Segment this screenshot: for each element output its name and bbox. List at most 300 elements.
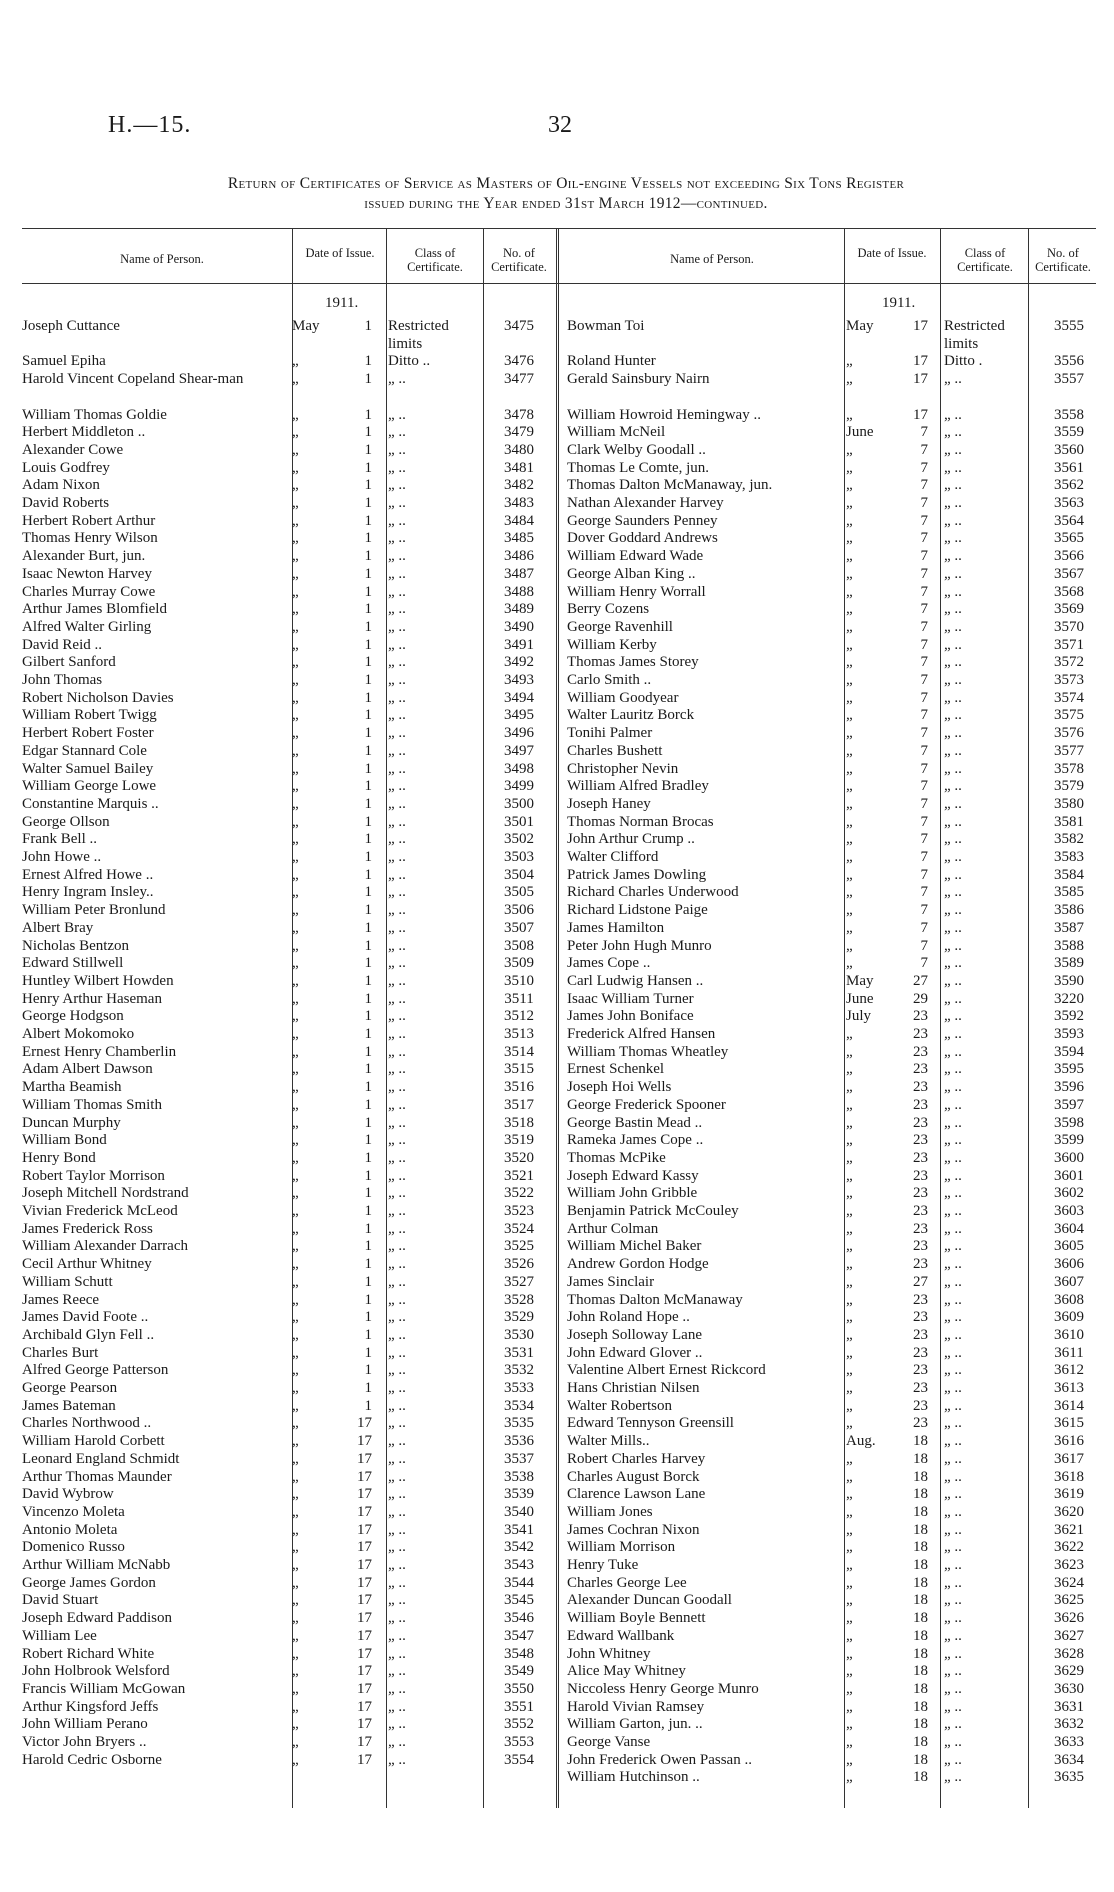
issue-day: 1 — [364, 1167, 372, 1184]
certificate-number: 3514 — [504, 1043, 534, 1060]
certificate-number: 3480 — [504, 441, 534, 458]
certificate-number: 3618 — [1054, 1468, 1084, 1485]
issue-day: 1 — [364, 477, 372, 494]
certificate-number: 3490 — [504, 618, 534, 635]
issue-month: „ — [846, 1220, 853, 1237]
certificate-number: 3495 — [504, 707, 534, 724]
person-name: Henry Tuke — [567, 1557, 639, 1573]
person-name: William Peter Bronlund — [22, 902, 166, 919]
issue-day: 18 — [913, 1433, 928, 1450]
person-name: Tonihi Palmer — [567, 725, 653, 742]
certificate-class: „ .. — [944, 1291, 962, 1308]
certificate-class: „ .. — [944, 1734, 962, 1750]
certificate-class: „ .. — [388, 672, 406, 688]
table-row — [22, 1504, 1096, 1522]
issue-month: „ — [292, 1415, 299, 1432]
table-row — [22, 318, 1096, 352]
certificate-number: 3562 — [1054, 477, 1084, 494]
certificate-class: „ .. — [944, 1203, 962, 1219]
person-name: Adam Albert Dawson — [22, 1061, 153, 1078]
certificate-number: 3580 — [1054, 795, 1084, 812]
certificate-class: „ .. — [944, 512, 962, 529]
issue-month: May — [846, 318, 874, 334]
certificate-class: „ .. — [388, 1503, 406, 1520]
table-row — [22, 938, 1096, 956]
person-name: James Hamilton — [567, 919, 665, 936]
certificate-class: „ .. — [388, 1114, 406, 1131]
issue-month: „ — [846, 742, 853, 759]
certificate-class: „ .. — [388, 406, 406, 423]
certificate-class: „ .. — [388, 1362, 406, 1379]
issue-month: „ — [292, 813, 299, 830]
issue-day: 1 — [364, 583, 372, 600]
certificate-number: 3220 — [1054, 990, 1084, 1007]
issue-day: 1 — [364, 990, 372, 1007]
person-name: Joseph Haney — [567, 795, 651, 812]
person-name: David Wybrow — [22, 1486, 114, 1503]
certificate-number: 3629 — [1054, 1663, 1084, 1680]
issue-month: „ — [292, 725, 299, 742]
certificate-number: 3561 — [1054, 459, 1084, 476]
issue-month: „ — [846, 1273, 853, 1290]
issue-month: „ — [292, 1362, 299, 1379]
person-name: Joseph Edward Paddison — [22, 1610, 172, 1627]
issue-month: „ — [292, 1503, 299, 1520]
issue-month: „ — [292, 1344, 299, 1361]
person-name: Victor John Bryers .. — [22, 1734, 147, 1750]
issue-day: 1 — [364, 1220, 372, 1237]
certificate-class: „ .. — [388, 972, 406, 989]
issue-month: „ — [292, 548, 299, 565]
certificate-number: 3608 — [1054, 1291, 1084, 1308]
table-row — [22, 1044, 1096, 1062]
certificate-number: 3485 — [504, 530, 534, 547]
issue-day: 17 — [357, 1592, 372, 1609]
issue-day: 23 — [913, 1043, 928, 1060]
issue-day: 17 — [357, 1698, 372, 1715]
issue-month: „ — [292, 1220, 299, 1237]
certificate-number: 3487 — [504, 565, 534, 582]
certificate-number: 3615 — [1054, 1415, 1084, 1432]
person-name: Robert Richard White — [22, 1645, 155, 1662]
person-name: James Frederick Ross — [22, 1220, 153, 1237]
certificate-class: „ .. — [944, 813, 962, 830]
certificate-number: 3567 — [1054, 565, 1084, 582]
issue-month: „ — [846, 1326, 853, 1343]
certificate-class: „ .. — [944, 1415, 962, 1432]
issue-day: 7 — [920, 477, 928, 494]
person-name: Ernest Alfred Howe .. — [22, 866, 154, 883]
table-row — [22, 884, 1096, 902]
person-name: Walter Lauritz Borck — [567, 707, 695, 724]
table-row — [22, 1663, 1096, 1681]
certificate-number: 3532 — [504, 1362, 534, 1379]
certificate-number: 3482 — [504, 477, 534, 494]
issue-month: „ — [292, 937, 299, 954]
table-row — [22, 1752, 1096, 1770]
issue-day: 7 — [920, 849, 928, 865]
certificate-class: „ .. — [388, 1557, 406, 1573]
certificate-class: „ .. — [944, 583, 962, 600]
issue-day: 1 — [364, 512, 372, 529]
certificate-class: „ .. — [388, 1521, 406, 1538]
table-row — [22, 513, 1096, 531]
certificate-number: 3549 — [504, 1663, 534, 1680]
certificate-number: 3557 — [1054, 371, 1084, 388]
table-row — [22, 442, 1096, 460]
certificate-number: 3489 — [504, 601, 534, 618]
certificate-number: 3600 — [1054, 1149, 1084, 1166]
certificate-class: „ .. — [944, 884, 962, 901]
issue-day: 7 — [920, 866, 928, 883]
issue-month: „ — [292, 371, 299, 388]
certificate-number: 3533 — [504, 1380, 534, 1396]
issue-month: „ — [846, 1061, 853, 1078]
issue-month: „ — [292, 495, 299, 511]
certificate-number: 3603 — [1054, 1203, 1084, 1219]
issue-month: „ — [846, 1521, 853, 1538]
issue-day: 1 — [364, 618, 372, 635]
issue-day: 1 — [364, 1291, 372, 1308]
certificate-class: „ .. — [388, 583, 406, 600]
person-name: Herbert Robert Arthur — [22, 512, 156, 529]
issue-month: „ — [292, 707, 299, 724]
person-name: Thomas Henry Wilson — [22, 530, 158, 547]
issue-day: 17 — [357, 1610, 372, 1627]
person-name: David Roberts — [22, 495, 110, 511]
issue-day: 1 — [364, 1397, 372, 1414]
person-name: Nathan Alexander Harvey — [567, 495, 724, 511]
person-name: Benjamin Patrick McCouley — [567, 1203, 739, 1219]
issue-day: 1 — [364, 1026, 372, 1042]
person-name: Herbert Middleton .. — [22, 424, 146, 441]
certificate-number: 3559 — [1054, 424, 1084, 441]
issue-day: 17 — [357, 1503, 372, 1520]
person-name: Vincenzo Moleta — [22, 1503, 125, 1520]
certificate-class: „ .. — [944, 1663, 962, 1680]
issue-day: 17 — [357, 1574, 372, 1591]
certificate-class: „ .. — [944, 1362, 962, 1379]
issue-day: 1 — [364, 1326, 372, 1343]
issue-month: „ — [846, 937, 853, 954]
table-row — [22, 1433, 1096, 1451]
issue-month: „ — [846, 1026, 853, 1042]
certificate-number: 3542 — [504, 1539, 534, 1556]
certificate-class: „ .. — [944, 1592, 962, 1609]
issue-day: 17 — [357, 1645, 372, 1662]
issue-day: 23 — [913, 1397, 928, 1414]
table-row — [22, 672, 1096, 690]
person-name: Walter Clifford — [567, 849, 659, 865]
person-name: Valentine Albert Ernest Rickcord — [567, 1362, 766, 1379]
issue-day: 17 — [913, 406, 928, 423]
issue-day: 23 — [913, 1185, 928, 1202]
issue-day: 17 — [357, 1521, 372, 1538]
certificate-class: „ .. — [388, 1680, 406, 1697]
issue-month: „ — [292, 1521, 299, 1538]
certificate-class: „ .. — [944, 371, 962, 388]
issue-month: „ — [292, 618, 299, 635]
issue-month: „ — [292, 1026, 299, 1042]
person-name: Alice May Whitney — [567, 1663, 686, 1680]
certificate-class: „ .. — [944, 441, 962, 458]
issue-month: „ — [292, 1610, 299, 1627]
person-name: Francis William McGowan — [22, 1680, 186, 1697]
issue-day: 18 — [913, 1698, 928, 1715]
issue-month: „ — [846, 1043, 853, 1060]
certificate-number: 3596 — [1054, 1079, 1084, 1096]
table-row — [22, 1168, 1096, 1186]
issue-month: „ — [292, 672, 299, 688]
person-name: Edward Wallbank — [567, 1627, 675, 1644]
table-row — [22, 1150, 1096, 1168]
issue-day: 1 — [364, 406, 372, 423]
table-row — [22, 955, 1096, 973]
issue-month: „ — [846, 849, 853, 865]
issue-month: „ — [846, 1079, 853, 1096]
issue-day: 1 — [364, 1238, 372, 1255]
person-name: Samuel Epiha — [22, 353, 106, 370]
person-name: Joseph Cuttance — [22, 318, 120, 334]
person-name: Thomas Dalton McManaway — [567, 1291, 743, 1308]
issue-day: 1 — [364, 742, 372, 759]
issue-day: 17 — [357, 1716, 372, 1733]
col-header-name: Name of Person. — [120, 252, 204, 266]
person-name: James Sinclair — [567, 1273, 655, 1290]
certificate-number: 3627 — [1054, 1627, 1084, 1644]
certificate-number: 3577 — [1054, 742, 1084, 759]
person-name: Arthur Colman — [567, 1220, 659, 1237]
person-name: Archibald Glyn Fell .. — [22, 1326, 155, 1343]
issue-month: „ — [846, 1397, 853, 1414]
issue-month: „ — [846, 530, 853, 547]
issue-day: 7 — [920, 618, 928, 635]
issue-day: 7 — [920, 707, 928, 724]
issue-month: „ — [292, 1574, 299, 1591]
certificate-class: „ .. — [944, 1539, 962, 1556]
issue-day: 23 — [913, 1203, 928, 1219]
table-row — [22, 1398, 1096, 1416]
person-name: Charles August Borck — [567, 1468, 700, 1485]
table-row — [22, 1769, 1096, 1787]
certificate-class: „ .. — [944, 1610, 962, 1627]
person-name: John William Perano — [22, 1716, 148, 1733]
col-header-name-2: Name of Person. — [670, 252, 754, 266]
issue-day: 1 — [364, 725, 372, 742]
certificate-class: „ .. — [944, 1026, 962, 1042]
person-name: William John Gribble — [567, 1185, 698, 1202]
issue-month: „ — [292, 1203, 299, 1219]
person-name: Carlo Smith .. — [567, 672, 652, 688]
issue-month: „ — [292, 972, 299, 989]
certificate-number: 3623 — [1054, 1557, 1084, 1573]
certificate-number: 3493 — [504, 672, 534, 688]
issue-month: „ — [846, 601, 853, 618]
certificate-class: „ .. — [944, 866, 962, 883]
certificate-number: 3628 — [1054, 1645, 1084, 1662]
certificate-number: 3499 — [504, 778, 534, 795]
certificate-number: 3524 — [504, 1220, 534, 1237]
issue-month: „ — [846, 1592, 853, 1609]
person-name: Patrick James Dowling — [567, 866, 707, 883]
issue-day: 17 — [357, 1486, 372, 1503]
table-row — [22, 584, 1096, 602]
certificate-number: 3550 — [504, 1680, 534, 1697]
issue-month: „ — [846, 654, 853, 671]
issue-day: 1 — [364, 441, 372, 458]
certificate-number: 3544 — [504, 1574, 534, 1591]
issue-month: „ — [846, 1203, 853, 1219]
certificate-class: „ .. — [944, 1256, 962, 1273]
certificate-number: 3548 — [504, 1645, 534, 1662]
table-row — [22, 761, 1096, 779]
issue-day: 7 — [920, 565, 928, 582]
issue-month: „ — [292, 477, 299, 494]
issue-day: 1 — [364, 937, 372, 954]
certificate-number: 3617 — [1054, 1450, 1084, 1467]
issue-day: 23 — [913, 1326, 928, 1343]
certificate-number: 3601 — [1054, 1167, 1084, 1184]
certificate-number: 3517 — [504, 1096, 534, 1113]
issue-month: „ — [292, 1256, 299, 1273]
certificate-number: 3484 — [504, 512, 534, 529]
certificate-class: „ .. — [388, 689, 406, 706]
certificate-number: 3570 — [1054, 618, 1084, 635]
certificate-class: „ .. — [388, 530, 406, 547]
table-row — [22, 1115, 1096, 1133]
issue-day: 18 — [913, 1769, 928, 1786]
certificate-number: 3563 — [1054, 495, 1084, 511]
issue-day: 1 — [364, 548, 372, 565]
certificate-class: „ .. — [388, 707, 406, 724]
person-name: Thomas Norman Brocas — [567, 813, 714, 830]
certificate-class: „ .. — [388, 618, 406, 635]
certificate-number: 3620 — [1054, 1503, 1084, 1520]
table-row — [22, 1292, 1096, 1310]
issue-day: 7 — [920, 831, 928, 848]
issue-month: „ — [292, 601, 299, 618]
certificate-class: „ .. — [944, 1344, 962, 1361]
person-name: William Alexander Darrach — [22, 1238, 188, 1255]
certificate-class: „ .. — [388, 1273, 406, 1290]
table-row — [22, 973, 1096, 991]
certificate-class: „ .. — [944, 1309, 962, 1326]
table-row — [22, 1309, 1096, 1327]
issue-day: 7 — [920, 884, 928, 901]
certificate-class: „ .. — [944, 1468, 962, 1485]
person-name: George Frederick Spooner — [567, 1096, 726, 1113]
person-name: Charles Burt — [22, 1344, 99, 1361]
certificate-class: „ .. — [944, 1185, 962, 1202]
issue-day: 23 — [913, 1167, 928, 1184]
certificate-class: „ .. — [944, 1557, 962, 1573]
table-row — [22, 1610, 1096, 1628]
person-name: Albert Bray — [22, 919, 94, 936]
issue-day: 7 — [920, 919, 928, 936]
person-name: George James Gordon — [22, 1574, 156, 1591]
certificate-class: „ .. — [944, 1716, 962, 1733]
certificate-class: „ .. — [944, 477, 962, 494]
person-name: Thomas Dalton McManaway, jun. — [567, 477, 773, 494]
issue-month: „ — [846, 548, 853, 565]
certificate-class: „ .. — [944, 548, 962, 565]
certificate-number: 3607 — [1054, 1273, 1084, 1290]
issue-day: 1 — [364, 866, 372, 883]
issue-day: 1 — [364, 902, 372, 919]
issue-month: „ — [846, 1291, 853, 1308]
issue-month: „ — [846, 406, 853, 423]
table-row — [22, 1256, 1096, 1274]
table-row — [22, 1575, 1096, 1593]
certificate-number: 3537 — [504, 1450, 534, 1467]
table-row — [22, 1734, 1096, 1752]
person-name: James Cochran Nixon — [567, 1521, 700, 1538]
issue-day: 18 — [913, 1468, 928, 1485]
issue-day: 1 — [364, 601, 372, 618]
certificate-number: 3523 — [504, 1203, 534, 1219]
person-name: Roland Hunter — [567, 353, 656, 370]
issue-day: 1 — [364, 884, 372, 901]
certificate-class: „ .. — [388, 778, 406, 795]
certificate-number: 3520 — [504, 1149, 534, 1166]
issue-month: „ — [846, 618, 853, 635]
certificate-number: 3534 — [504, 1397, 534, 1414]
table-row — [22, 371, 1096, 389]
table-row — [22, 1681, 1096, 1699]
certificate-class: „ .. — [944, 459, 962, 476]
person-name: John Whitney — [567, 1645, 651, 1662]
certificate-number: 3552 — [504, 1716, 534, 1733]
certificate-number: 3519 — [504, 1132, 534, 1149]
person-name: Duncan Murphy — [22, 1114, 121, 1131]
certificate-class: „ .. — [944, 654, 962, 671]
issue-month: „ — [846, 795, 853, 812]
certificate-class: „ .. — [388, 1610, 406, 1627]
certificate-number: 3500 — [504, 795, 534, 812]
issue-day: 1 — [364, 689, 372, 706]
certificate-class: „ .. — [944, 1433, 962, 1450]
issue-month: „ — [846, 1309, 853, 1326]
certificate-class: „ .. — [388, 1026, 406, 1042]
certificate-class: „ .. — [944, 1486, 962, 1503]
issue-day: 17 — [357, 1751, 372, 1768]
person-name: William Hutchinson .. — [567, 1769, 700, 1786]
table-row — [22, 1079, 1096, 1097]
person-name: Rameka James Cope .. — [567, 1132, 704, 1149]
person-name: George Ravenhill — [567, 618, 673, 635]
certificate-class: „ .. — [388, 1238, 406, 1255]
table-row — [22, 796, 1096, 814]
issue-day: 18 — [913, 1751, 928, 1768]
issue-day: 1 — [364, 654, 372, 671]
table-row — [22, 619, 1096, 637]
certificate-number: 3498 — [504, 760, 534, 777]
certificate-number: 3609 — [1054, 1309, 1084, 1326]
certificate-number: 3540 — [504, 1503, 534, 1520]
issue-month: „ — [846, 1557, 853, 1573]
certificate-number: 3476 — [504, 353, 534, 370]
issue-day: 23 — [913, 1096, 928, 1113]
certificate-class: Ditto .. — [388, 353, 431, 370]
certificate-class: „ .. — [388, 831, 406, 848]
issue-month: „ — [846, 707, 853, 724]
issue-day: 23 — [913, 1291, 928, 1308]
certificate-class: Ditto . — [944, 353, 983, 370]
certificate-class: „ .. — [388, 424, 406, 441]
certificate-class: „ .. — [388, 725, 406, 742]
certificate-class: „ .. — [388, 1574, 406, 1591]
table-row — [22, 407, 1096, 425]
